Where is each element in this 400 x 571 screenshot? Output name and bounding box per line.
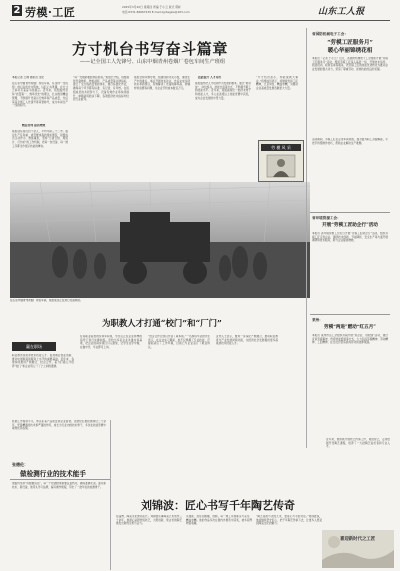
sidebar-sep-1 (310, 212, 390, 213)
masthead (0, 0, 400, 30)
middle-headline: 为职教人才打通“校门”和“厂门” (102, 318, 222, 328)
bottom-banner (322, 530, 394, 568)
sidebar-body-2: 活动期间，劳模工匠们走进车间班组，面对面为职工答疑解惑，手把手传授操作技巧，帮助企业解决生产难题。 (312, 138, 388, 145)
newspaper-logo: 山东工人报 (318, 7, 365, 17)
stamp-figure-icon (265, 153, 297, 179)
lower-left-kicker: 张德伦： (12, 462, 28, 467)
bottom-divider (110, 420, 111, 570)
sidebar-sep-2 (310, 314, 390, 315)
sidebar-title-3: 开展“劳模工匠助企行”活动 (322, 223, 378, 228)
bottom-body-4: 近年来，他积极开展技艺传承工作，收徒授艺，走进校园开设陶艺课程，培养了一大批陶艺爱好者和专业人才。 (326, 438, 390, 449)
lead-body-f: “方寸机台虽小，却能成就大事业。”班组成员表示，将继续发扬工匠精神，立足岗位、精益求精，为推动企业高质量发展贡献更大力量。 (256, 76, 298, 91)
sidebar-title-2: 暖心华丽锦绣花相 (327, 48, 373, 54)
lead-section-title: 精益管理 提质增效 (22, 124, 46, 127)
middle-col-1: 职业教育是培养技术技能人才、促进就业创业创新、推动中国制造和服务上水平的重要基础。近年来，各地持续推进产教融合、校企合作，着力打通人才培养“校门”和企业用人“厂门”之间的通道。 (12, 354, 74, 369)
greenhouse-photo-illustration (10, 182, 310, 298)
page-number-badge: 2 (13, 5, 21, 16)
sidebar-body-1: 本报讯（记者 于小云）近日，省国防机械电子工会组织开展“劳模工匠服务月”活动，组织劳模工匠深入基层一线，开展技术指导、技能培训、政策宣讲等服务，把劳模工匠的技能优势转化为推动企业发展的强大动力，营造了尊重劳动、崇尚技能的良好氛围。 (312, 57, 388, 72)
lower-left-body: 他始终坚持“用数据说话”，每一个检测结果都要反复核对，确保准确无误。面对新技术、新设备，他带头学习钻研，编写操作规程，带出了一批年轻的检测骨干。 (12, 482, 106, 489)
bottom-body-2: 从揉泥、拉坯到施釉、烧制，每一道工序他都亲力亲为、精益求精。他的作品多次在国内外展览中获奖，被多家博物馆收藏。 (186, 515, 252, 526)
date-line: 2025年3月20日 星期四 青编 于小云 版式 郭彬 (122, 5, 181, 9)
sidebar-title-1: “劳模工匠服务月” (327, 40, 373, 46)
greenhouse-photo (10, 182, 310, 298)
bottom-body-3: “陶艺是泥与火的艺术，更是心与手的对话。”刘锦波说，他将继续坚守匠心，把千年陶艺传承下去，让更多人感受到陶瓷文化的魅力。 (256, 515, 322, 526)
middle-col-2: 在某职业院校的实训车间里，学生们正在企业师傅的指导下进行实操训练。学校与多家企业共建实训基地，把企业的真实项目引入课堂，让学生在学中做、在做中学，毕业即可上岗。 (80, 335, 142, 350)
lower-left-headline: 做检测行业的技术能手 (20, 470, 86, 478)
sidebar-heading-3: 莱州： (312, 318, 323, 322)
middle-badge: 赢在职场 (12, 342, 56, 351)
photo-caption: 在山东中烟青州卷烟厂卷包车间，班组成员正在进行设备调试。 (10, 299, 83, 302)
middle-col-3: “校企合作让我们学到了真本领。”一名即将毕业的学生表示，在企业实习期间，他不仅掌握了专业技能，还提前适应了工作环境，目前已与企业签订了就业协议。 (148, 335, 210, 350)
contact-line: 电话:0531-86667439 E-mail:zgrbsgzw@163.com (122, 10, 190, 14)
lead-body-d: 班组坚持问题导向，组建创新攻关小组，围绕生产中的难点、堵点开展技术攻关，先后完成多项技术革新项目，有效解决了设备故障率高、原辅材料浪费等问题，为企业节约成本数百万元。 (134, 76, 190, 91)
masthead-rule (10, 20, 390, 21)
section-title: 劳模·工匠 (25, 6, 76, 19)
lead-body-b: 班组现有成员四十余人，平均年龄三十二岁。面对生产任务重、质量要求高的现实情况，班组成员主动作为、勇挑重担，坚持“日清日结、周统计、月分析”的工作机制，把每一台设备、每一道工序都当作展示技能的舞台。 (12, 130, 68, 148)
lead-body-c: “每一支烟都要经得起检验。”班组长介绍，班组围绕设备效率、物料消耗、产品质量等关键指标，建立了全过程质量管控体系，推行标准化作业，确保每个环节都有标准、有记录、有考核。在班组成员的共同努力下，设备有效作业率持续提升，单箱消耗稳步下降，各项经济技术指标均位居行业前列。 (73, 76, 129, 102)
stamp-label: 劳 模 风 采 (261, 144, 301, 151)
sidebar-body-3: 本报讯 省环境资源工会近日开展“劳模工匠助企行”活动，组织劳模工匠走进企业，围绕技术创新、节能降耗、安全生产等方面开展调研和技术服务，助力企业提质增效。 (312, 232, 388, 243)
sidebar-body-4: 本报讯 莱州市总工会组织劳模开展“进企业、进校园”活动，通过宣讲劳模事迹、传授技能经验等方式，大力弘扬劳模精神、劳动精神、工匠精神，在全社会营造崇尚劳动的浓厚氛围。 (312, 334, 388, 345)
banner-text: 喜迎新时代之工匠 (340, 537, 376, 542)
lead-byline: 本报记者 王靖 通讯员 文化 (12, 76, 45, 79)
lead-headline: 方寸机台书写奋斗篇章 (71, 40, 228, 58)
stamp-seal (258, 140, 304, 182)
middle-col-4: 业内人士表示，要进一步深化产教融合，推动职业教育与产业发展同频共振，为经济社会发展提供更多高素质技术技能人才。 (216, 335, 278, 346)
lower-left-intro: 检测工作看似平凡，却关系着产品质量和企业信誉。张德伦扎根检测岗位二十余年，凭借精湛的技术和严谨的作风，成长为行业内的技术骨干，多次在技能竞赛中取得优异成绩。 (12, 420, 106, 431)
bottom-body-1: 在淄博，陶瓷文化源远流长。刘锦波从事陶瓷艺术创作三十余年，他潜心钻研传统技艺，大胆创新，使古老的陶艺焕发出新的生机与活力。 (116, 515, 182, 526)
lead-body-a: 在山东中烟青州卷烟厂卷包车间，有这样一支班组：他们以机台为阵地，以匠心为笔墨，在方寸之间书写着奋斗的篇章。近年来，班组始终坚持“质量第一、效率优先”的理念，扎实推进精益管理，不断提升设备运行效率和产品质量，先后荣获全国工人先锋号等荣誉称号，成为车间生产一线的标杆。 (12, 82, 68, 108)
sidebar-heading: 省国防机械电子工会： (312, 32, 348, 36)
lead-subhead: ——记全国工人先锋号、山东中烟青州卷烟厂卷包车间生产班组 (79, 59, 226, 65)
lead-section-title-2: 技能提升 人才辈出 (198, 76, 222, 79)
lead-body-e: 班组始终把人才培养作为发展的根本，通过“师带徒”、岗位练兵、技能比武等方式，不断提升职工的技能水平。近年来，班组涌现出一批技术骨干和技能人才，多人在省级以上技能竞赛中获奖，成为企业发展的中坚力量。 (195, 82, 251, 100)
sidebar-heading-2: 省环境资源工会： (312, 216, 341, 220)
sidebar-title-4: 劳模“两进”燃动“红五月” (324, 325, 376, 330)
lower-left-rule (10, 479, 110, 480)
bottom-headline: 刘锦波：匠心书写千年陶艺传奇 (141, 499, 295, 512)
sidebar-divider (306, 28, 307, 448)
